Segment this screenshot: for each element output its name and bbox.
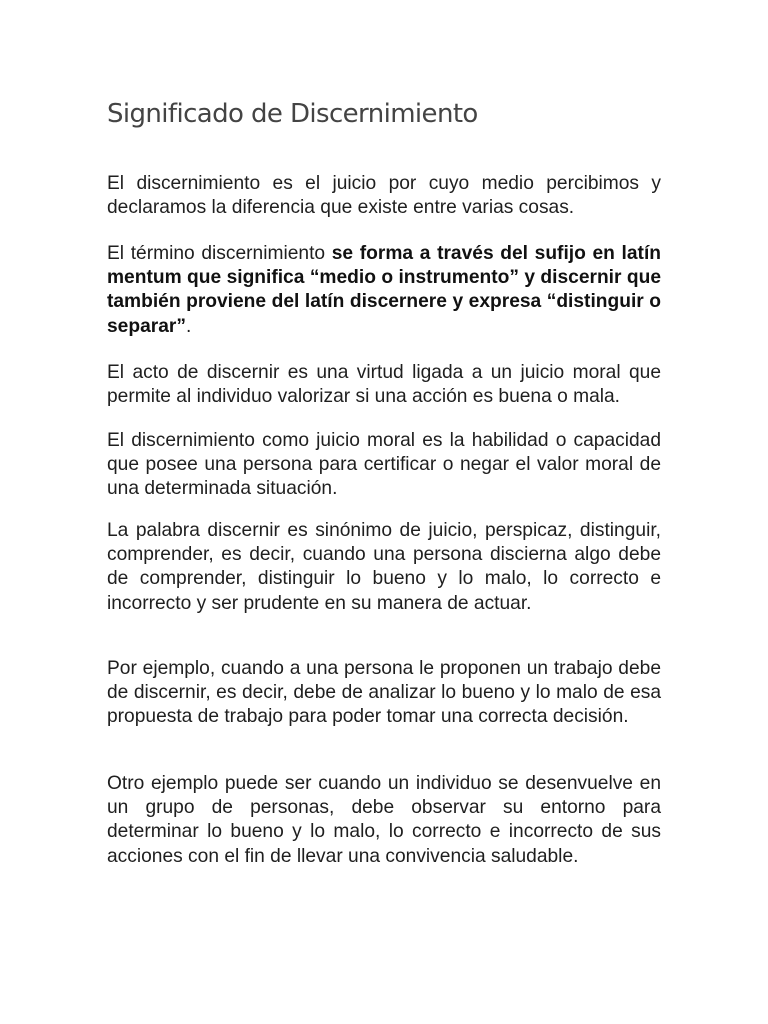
paragraph-virtue: El acto de discernir es una virtud ligada a un juicio moral que permite al individuo valorizar si una acción es buena o mala. <box>107 362 661 408</box>
paragraph-synonyms: La palabra discernir es sinónimo de juicio, perspicaz, distinguir, comprender, es decir, cuando una persona discierna algo debe de comprender, distinguir lo bueno y lo malo, lo correcto e incorrecto y ser prudente en su manera de actuar. <box>107 520 661 614</box>
paragraph-example-work: Por ejemplo, cuando a una persona le proponen un trabajo debe de discernir, es decir, debe de analizar lo bueno y lo malo de esa propuesta de trabajo para poder tomar una correcta decisión. <box>107 658 661 728</box>
paragraph-moral-judgment: El discernimiento como juicio moral es la habilidad o capacidad que posee una persona para certificar o negar el valor moral de una determinada situación. <box>107 430 661 500</box>
etymology-lead-text: El término discernimiento <box>107 243 332 264</box>
document-title: Significado de Discernimiento <box>107 99 478 129</box>
paragraph-etymology <box>107 242 661 339</box>
etymology-tail-text: . <box>185 315 192 337</box>
etymology-bold-text: se forma a través del sufijo en latín mentum que significa “medio o instrumento” y discernir que también proviene del latín discernere y expresa “distinguir o separar” <box>107 243 661 337</box>
paragraph-definition: El discernimiento es el juicio por cuyo medio percibimos y declaramos la diferencia que existe entre varias cosas. <box>107 173 661 219</box>
paragraph-example-group: Otro ejemplo puede ser cuando un individuo se desenvuelve en un grupo de personas, debe observar su entorno para determinar lo bueno y lo malo, lo correcto e incorrecto de sus acciones con el fin de llevar una convivencia saludable. <box>107 773 661 867</box>
